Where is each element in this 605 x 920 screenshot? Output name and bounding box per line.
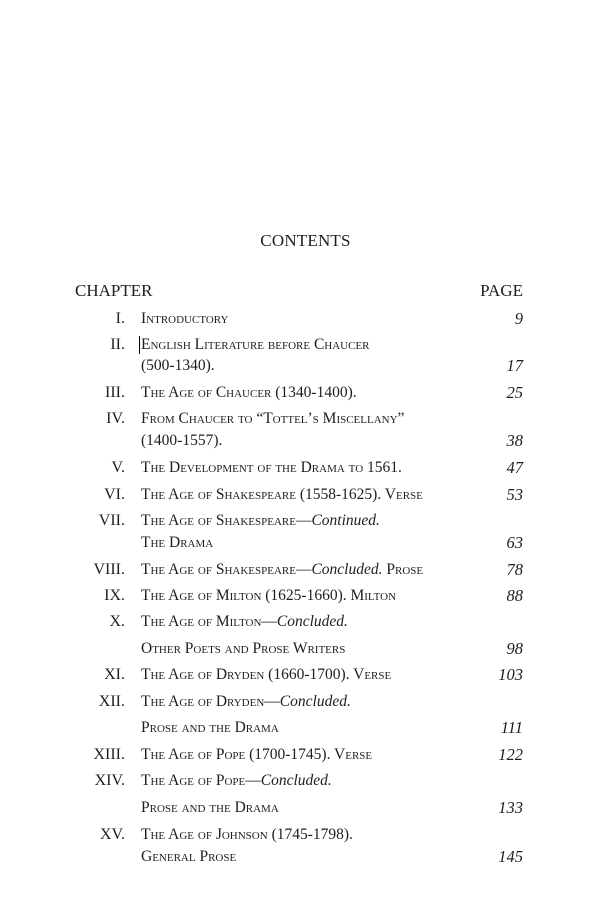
chapter-title: From Chaucer to “Tottel’s Miscellany” (141, 410, 405, 427)
chapter-number: V. (111, 459, 125, 476)
chapter-number: IX. (104, 587, 125, 604)
toc-line (0, 430, 605, 452)
toc-line (0, 484, 605, 506)
chapter-number: VIII. (93, 561, 125, 578)
page-number: 111 (500, 718, 523, 737)
chapter-number: XII. (98, 693, 125, 710)
page-number: 17 (506, 356, 523, 375)
chapter-title: Introductory (141, 310, 229, 327)
chapter-title: The Age of Pope (1700-1745). Verse (141, 746, 373, 763)
chapter-title: The Drama (141, 534, 214, 551)
chapter-number: VI. (104, 486, 125, 503)
toc-line (0, 355, 605, 377)
chapter-title: The Age of Pope—Concluded. (141, 772, 332, 789)
chapter-number: XIII. (93, 746, 125, 763)
toc-line (0, 691, 605, 713)
toc-line (0, 559, 605, 581)
chapter-column-header: CHAPTER (75, 281, 153, 300)
chapter-title: The Age of Dryden (1660-1700). Verse (141, 666, 392, 683)
page-number: 145 (498, 847, 523, 866)
chapter-title: The Age of Milton (1625-1660). Milton (141, 587, 397, 604)
chapter-title: The Age of Shakespeare—Continued. (141, 512, 380, 529)
toc-line (0, 457, 605, 479)
page-column-header: PAGE (480, 281, 523, 300)
toc-line (0, 510, 605, 532)
chapter-title: Other Poets and Prose Writers (141, 640, 346, 657)
toc-line (0, 532, 605, 554)
chapter-number: III. (105, 384, 125, 401)
toc-line (0, 585, 605, 607)
chapter-number: VII. (98, 512, 125, 529)
toc-line (0, 382, 605, 404)
chapter-number: IV. (106, 410, 125, 427)
page-number: 103 (498, 665, 523, 684)
chapter-title: The Age of Milton—Concluded. (141, 613, 348, 630)
toc-line (0, 334, 605, 356)
toc-line (0, 308, 605, 330)
page-number: 25 (506, 383, 523, 402)
chapter-title: Prose and the Drama (141, 799, 279, 816)
chapter-title: English Literature before Chaucer (141, 336, 370, 353)
page-number: 9 (514, 309, 523, 328)
page-number: 47 (506, 458, 523, 477)
page-number: 122 (498, 745, 523, 764)
chapter-title: General Prose (141, 848, 237, 865)
page-number: 78 (506, 560, 523, 579)
toc-line (0, 744, 605, 766)
chapter-title: The Age of Dryden—Concluded. (141, 693, 351, 710)
toc-line (0, 717, 605, 739)
chapter-title: (500-1340). (141, 357, 215, 374)
chapter-number: XI. (104, 666, 125, 683)
chapter-number: XV. (99, 826, 125, 843)
toc-line (0, 664, 605, 686)
toc-line (0, 770, 605, 792)
toc-line (0, 408, 605, 430)
chapter-title: (1400-1557). (141, 432, 223, 449)
page-number: 63 (506, 533, 523, 552)
toc-line (0, 611, 605, 633)
page-number: 38 (506, 431, 523, 450)
chapter-number: XIV. (94, 772, 125, 789)
toc-line (0, 638, 605, 660)
chapter-title: The Age of Johnson (1745-1798). (141, 826, 353, 843)
chapter-number: I. (115, 310, 125, 327)
page-number: 133 (498, 798, 523, 817)
toc-line (0, 824, 605, 846)
toc-line (0, 797, 605, 819)
chapter-title: The Age of Shakespeare (1558-1625). Verse (141, 486, 423, 503)
chapter-number: II. (110, 336, 125, 353)
toc-line (0, 846, 605, 868)
chapter-title: The Development of the Drama to 1561. (141, 459, 402, 476)
chapter-title: Prose and the Drama (141, 719, 279, 736)
page-number: 88 (506, 586, 523, 605)
page-number: 98 (506, 639, 523, 658)
text-cursor (139, 336, 140, 354)
chapter-title: The Age of Chaucer (1340-1400). (141, 384, 357, 401)
contents-heading: CONTENTS (260, 231, 351, 250)
page-number: 53 (506, 485, 523, 504)
chapter-number: X. (109, 613, 125, 630)
chapter-title: The Age of Shakespeare—Concluded. Prose (141, 561, 424, 578)
